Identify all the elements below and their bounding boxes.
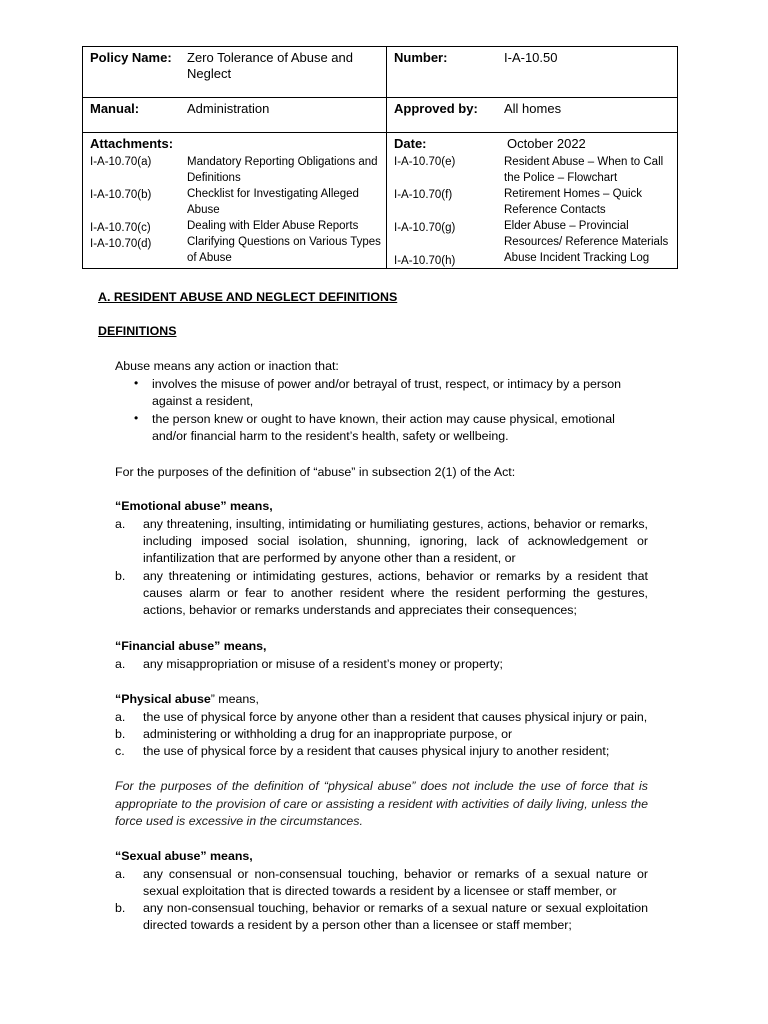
attachment-code: I-A-10.70(e) — [394, 156, 456, 168]
physical-abuse-heading — [115, 691, 259, 709]
list-item: involves the misuse of power and/or betrayal of trust, respect, or intimacy by a person — [152, 377, 621, 391]
list-item — [143, 516, 648, 534]
attachment-code: I-A-10.70(b) — [90, 189, 152, 201]
attachment-title: Clarifying Questions on Various Types — [187, 236, 381, 248]
attachment-title-cont: the Police – Flowchart — [504, 172, 618, 184]
list-marker: c. — [115, 744, 125, 758]
list-marker: a. — [115, 710, 126, 724]
attachment-title: Checklist for Investigating Alleged — [187, 188, 359, 200]
approved-by-label: Approved by: — [394, 101, 478, 116]
attachment-title: Elder Abuse – Provincial — [504, 220, 629, 232]
attachment-title: Retirement Homes – Quick — [504, 188, 643, 200]
attachment-title: Mandatory Reporting Obligations and — [187, 156, 378, 168]
manual-label: Manual: — [90, 101, 140, 116]
approved-by-value: All homes — [504, 101, 562, 116]
list-item-line: any threatening or intimidating gestures, actions, behavior or remarks by a resident that — [143, 569, 648, 583]
emotional-abuse-heading: “Emotional abuse” means, — [115, 499, 273, 513]
list-item-line: causes alarm or fear to another resident where the resident performing the gestures, — [143, 586, 648, 600]
policy-header-table — [82, 46, 678, 269]
list-item — [143, 900, 648, 918]
policy-name-value: Zero Tolerance of Abuse and — [187, 50, 353, 65]
physical-abuse-note-cont: force used is excessive in the circumstances. — [115, 814, 363, 828]
list-item: administering or withholding a drug for an inappropriate purpose, or — [143, 727, 513, 741]
note-line: appropriate to the provision of care or assisting a resident with activities of daily living, unless the — [115, 797, 648, 811]
policy-name-value-cont: Neglect — [187, 66, 232, 81]
attachment-code: I-A-10.70(a) — [90, 156, 152, 168]
purposes-line: For the purposes of the definition of “abuse” in subsection 2(1) of the Act: — [115, 465, 516, 479]
number-value: I-A-10.50 — [504, 50, 558, 65]
list-item-line: any non-consensual touching, behavior or remarks of a sexual nature or sexual exploitation — [143, 901, 648, 915]
definitions-heading: DEFINITIONS — [98, 324, 177, 338]
attachment-title-cont: Definitions — [187, 172, 241, 184]
manual-value: Administration — [187, 101, 270, 116]
abuse-intro: Abuse means any action or inaction that: — [115, 359, 339, 373]
attachment-code: I-A-10.70(c) — [90, 222, 151, 234]
physical-abuse-means: ” means, — [210, 692, 259, 706]
attachment-code: I-A-10.70(h) — [394, 255, 456, 267]
list-item-line: including imposed social isolation, shunning, ignoring, lack of acknowledgement or — [143, 534, 648, 548]
physical-abuse-term: “Physical abuse — [115, 692, 211, 706]
list-marker: a. — [115, 517, 126, 531]
table-row-divider — [83, 132, 677, 133]
list-marker: a. — [115, 657, 126, 671]
list-item-cont: and/or financial harm to the resident’s health, safety or wellbeing. — [152, 429, 509, 443]
bullet-icon: • — [134, 376, 139, 390]
list-marker: b. — [115, 727, 126, 741]
attachment-code: I-A-10.70(f) — [394, 189, 453, 201]
section-title: A. RESIDENT ABUSE AND NEGLECT DEFINITIONS — [98, 290, 398, 304]
attachment-title-cont: Abuse — [187, 204, 220, 216]
date-value: October 2022 — [507, 136, 586, 151]
attachments-label: Attachments: — [90, 136, 174, 151]
attachment-code: I-A-10.70(g) — [394, 222, 456, 234]
list-item-line: any consensual or non-consensual touching, behavior or remarks of a sexual nature or — [143, 867, 648, 881]
list-item: the person knew or ought to have known, their action may cause physical, emotional — [152, 412, 615, 426]
list-item: any misappropriation or misuse of a resident’s money or property; — [143, 657, 503, 671]
list-item — [143, 568, 648, 586]
list-marker: a. — [115, 867, 126, 881]
attachment-title: Abuse Incident Tracking Log — [504, 252, 650, 264]
date-label: Date: — [394, 136, 427, 151]
attachment-title: Dealing with Elder Abuse Reports — [187, 220, 359, 232]
list-item-cont: infantilization that are performed by anyone other than a resident, or — [143, 551, 516, 565]
list-item — [143, 866, 648, 884]
list-item: the use of physical force by anyone other than a resident that causes physical injury or pain, — [143, 710, 648, 724]
note-line: For the purposes of the definition of “physical abuse” does not include the use of force that is — [115, 779, 648, 793]
list-item-cont: directed towards a resident by a person other than a licensee or staff member; — [143, 918, 572, 932]
policy-name-label: Policy Name: — [90, 50, 172, 65]
attachment-code: I-A-10.70(d) — [90, 238, 152, 250]
list-marker: b. — [115, 569, 126, 583]
table-column-divider — [386, 47, 387, 268]
number-label: Number: — [394, 50, 448, 65]
physical-abuse-note-cont — [115, 796, 648, 814]
list-item-cont — [143, 585, 648, 603]
list-item: the use of physical force by a resident that causes physical injury to another resident; — [143, 744, 610, 758]
attachment-title-cont: of Abuse — [187, 252, 232, 264]
attachment-title: Resident Abuse – When to Call — [504, 156, 664, 168]
list-item-line: any threatening, insulting, intimidating or humiliating gestures, actions, behavior or remarks, — [143, 517, 648, 531]
list-item-cont — [143, 533, 648, 551]
list-item-cont: against a resident, — [152, 394, 254, 408]
list-marker: b. — [115, 901, 126, 915]
sexual-abuse-heading: “Sexual abuse” means, — [115, 849, 253, 863]
table-row-divider — [83, 97, 677, 98]
list-item-cont: actions, behavior or remarks understands and appreciates their consequences; — [143, 603, 577, 617]
bullet-icon: • — [134, 411, 139, 425]
attachment-title-cont: Reference Contacts — [504, 204, 606, 216]
list-item-cont: sexual exploitation that is directed towards a resident by a licensee or staff member, or — [143, 884, 617, 898]
attachment-title-cont: Resources/ Reference Materials — [504, 236, 669, 248]
physical-abuse-note — [115, 778, 648, 796]
financial-abuse-heading: “Financial abuse” means, — [115, 639, 267, 653]
